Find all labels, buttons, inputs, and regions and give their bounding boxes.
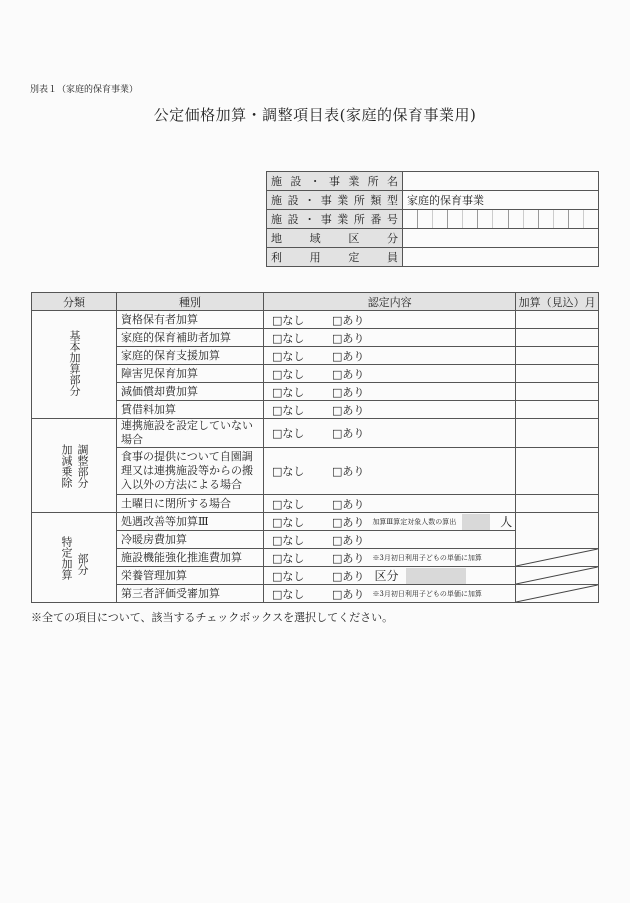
kind-label: 第三者評価受審加算 — [117, 585, 264, 603]
kind-label: 土曜日に閉所する場合 — [117, 495, 264, 513]
digit-cell[interactable] — [508, 210, 523, 228]
kind-label: 施設機能強化推進費加算 — [117, 549, 264, 567]
march-note: ※3月初日利用子どもの単価に加算 — [372, 553, 482, 562]
months-field[interactable] — [516, 513, 599, 549]
table-header-row — [32, 293, 599, 311]
category-adjustment: 加減乗除 調整部分 — [32, 419, 117, 513]
checkbox-none[interactable]: □なし — [272, 349, 305, 363]
facility-name-row — [267, 172, 599, 191]
cert-cell — [264, 383, 516, 401]
facility-number-row — [267, 210, 599, 229]
months-na-cell — [516, 567, 599, 585]
cert-cell — [264, 347, 516, 365]
category-special: 特定加算 部分 — [32, 513, 117, 603]
cert-cell — [264, 448, 516, 495]
months-field[interactable] — [516, 401, 599, 419]
table-row — [32, 401, 599, 419]
header-kind: 種別 — [117, 293, 264, 311]
months-na-cell — [516, 585, 599, 603]
checkbox-yes[interactable]: □あり — [332, 403, 365, 417]
table-row — [32, 495, 599, 513]
cert-cell — [264, 311, 516, 329]
checkbox-yes[interactable]: □あり — [332, 367, 365, 381]
digit-cell[interactable] — [492, 210, 507, 228]
facility-number-digit-cells — [403, 210, 598, 228]
months-field[interactable] — [516, 495, 599, 513]
kind-label: 資格保有者加算 — [117, 311, 264, 329]
checkbox-yes[interactable]: □あり — [332, 515, 365, 529]
kind-label: 家庭的保育補助者加算 — [117, 329, 264, 347]
checkbox-none[interactable]: □なし — [272, 587, 305, 601]
cert-cell — [264, 401, 516, 419]
table-row — [32, 531, 599, 549]
facility-name-label: 施 設 ・ 事 業 所 名 — [267, 172, 403, 191]
checkbox-none[interactable]: □なし — [272, 385, 305, 399]
facility-type-row — [267, 191, 599, 210]
digit-cell[interactable] — [568, 210, 583, 228]
checkbox-yes[interactable]: □あり — [332, 497, 365, 511]
cert-cell — [264, 585, 516, 603]
digit-cell[interactable] — [403, 210, 417, 228]
checkbox-yes[interactable]: □あり — [332, 533, 365, 547]
unit-label: 人 — [500, 515, 513, 529]
months-field[interactable] — [516, 448, 599, 495]
kind-label: 処遇改善等加算Ⅲ — [117, 513, 264, 531]
table-row — [32, 419, 599, 448]
capacity-field[interactable] — [403, 248, 599, 267]
header-content: 認定内容 — [264, 293, 516, 311]
category-basic: 基本加算部分 — [32, 311, 117, 419]
facility-type-field[interactable]: 家庭的保育事業 — [403, 191, 599, 210]
months-field[interactable] — [516, 329, 599, 347]
kind-label: 食事の提供について自園調理又は連携施設等からの搬入以外の方法による場合 — [117, 448, 264, 495]
capacity-row — [267, 248, 599, 267]
checkbox-none[interactable]: □なし — [272, 497, 305, 511]
facility-type-label: 施 設 ・ 事 業 所 類 型 — [267, 191, 403, 210]
checkbox-yes[interactable]: □あり — [332, 587, 365, 601]
table-row — [32, 585, 599, 603]
table-row — [32, 311, 599, 329]
kind-label: 賃借料加算 — [117, 401, 264, 419]
table-row — [32, 347, 599, 365]
kind-label: 冷暖房費加算 — [117, 531, 264, 549]
checkbox-none[interactable]: □なし — [272, 569, 305, 583]
capacity-label: 利 用 定 員 — [267, 248, 403, 267]
checkbox-none[interactable]: □なし — [272, 515, 305, 529]
appendix-label: 別表１（家庭的保育事業） — [30, 85, 139, 95]
checkbox-none[interactable]: □なし — [272, 313, 305, 327]
digit-cell[interactable] — [538, 210, 553, 228]
region-field[interactable] — [403, 229, 599, 248]
months-field[interactable] — [516, 383, 599, 401]
header-months: 加算（見込）月 — [516, 293, 599, 311]
table-row — [32, 549, 599, 567]
march-note: ※3月初日利用子どもの単価に加算 — [372, 589, 482, 598]
digit-cell[interactable] — [447, 210, 462, 228]
adjustment-table — [31, 292, 599, 603]
division-label: 区分 — [374, 569, 399, 583]
table-row — [32, 365, 599, 383]
footnote: ※全ての項目について、該当するチェックボックスを選択してください。 — [31, 611, 394, 624]
checkbox-none[interactable]: □なし — [272, 427, 305, 440]
checkbox-none[interactable]: □なし — [272, 533, 305, 547]
kind-label: 減価償却費加算 — [117, 383, 264, 401]
kind-label: 栄養管理加算 — [117, 567, 264, 585]
facility-number-label: 施 設 ・ 事 業 所 番 号 — [267, 210, 403, 229]
page-title: 公定価格加算・調整項目表(家庭的保育事業用) — [153, 106, 477, 124]
digit-cell[interactable] — [523, 210, 538, 228]
facility-info-table — [266, 171, 599, 267]
digit-cell[interactable] — [477, 210, 492, 228]
checkbox-yes[interactable]: □あり — [332, 427, 365, 440]
target-count-label: 加算Ⅲ算定対象人数の算出 — [372, 517, 457, 526]
checkbox-none[interactable]: □なし — [272, 331, 305, 345]
kind-label: 家庭的保育支援加算 — [117, 347, 264, 365]
table-row — [32, 513, 599, 531]
cert-cell — [264, 365, 516, 383]
checkbox-yes[interactable]: □あり — [332, 569, 365, 583]
digit-cell[interactable] — [583, 210, 598, 228]
months-field[interactable] — [516, 365, 599, 383]
cert-cell — [264, 329, 516, 347]
digit-cell[interactable] — [462, 210, 477, 228]
checkbox-none[interactable]: □なし — [272, 551, 305, 565]
kind-label: 連携施設を設定していない場合 — [117, 419, 264, 448]
cert-cell — [264, 513, 516, 531]
facility-number-field[interactable] — [403, 210, 599, 229]
table-row — [32, 383, 599, 401]
table-row — [32, 567, 599, 585]
checkbox-yes[interactable]: □あり — [332, 385, 365, 399]
cert-cell — [264, 549, 516, 567]
region-row — [267, 229, 599, 248]
months-na-cell — [516, 549, 599, 567]
table-row — [32, 448, 599, 495]
cert-cell — [264, 495, 516, 513]
checkbox-yes[interactable]: □あり — [332, 313, 365, 327]
checkbox-yes[interactable]: □あり — [332, 551, 365, 565]
checkbox-none[interactable]: □なし — [272, 465, 305, 478]
checkbox-none[interactable]: □なし — [272, 367, 305, 381]
cert-cell — [264, 419, 516, 448]
digit-cell[interactable] — [553, 210, 568, 228]
division-input[interactable] — [406, 568, 466, 584]
cert-cell — [264, 567, 516, 585]
checkbox-yes[interactable]: □あり — [332, 465, 365, 478]
checkbox-yes[interactable]: □あり — [332, 331, 365, 345]
target-count-input[interactable] — [462, 514, 490, 530]
region-label: 地 域 区 分 — [267, 229, 403, 248]
header-category: 分類 — [32, 293, 117, 311]
kind-label: 障害児保育加算 — [117, 365, 264, 383]
months-field[interactable] — [516, 311, 599, 329]
facility-name-field[interactable] — [403, 172, 599, 191]
digit-cell[interactable] — [432, 210, 447, 228]
digit-cell[interactable] — [417, 210, 432, 228]
checkbox-yes[interactable]: □あり — [332, 349, 365, 363]
table-row — [32, 329, 599, 347]
checkbox-none[interactable]: □なし — [272, 403, 305, 417]
months-field[interactable] — [516, 419, 599, 448]
months-field[interactable] — [516, 347, 599, 365]
cert-cell — [264, 531, 516, 549]
